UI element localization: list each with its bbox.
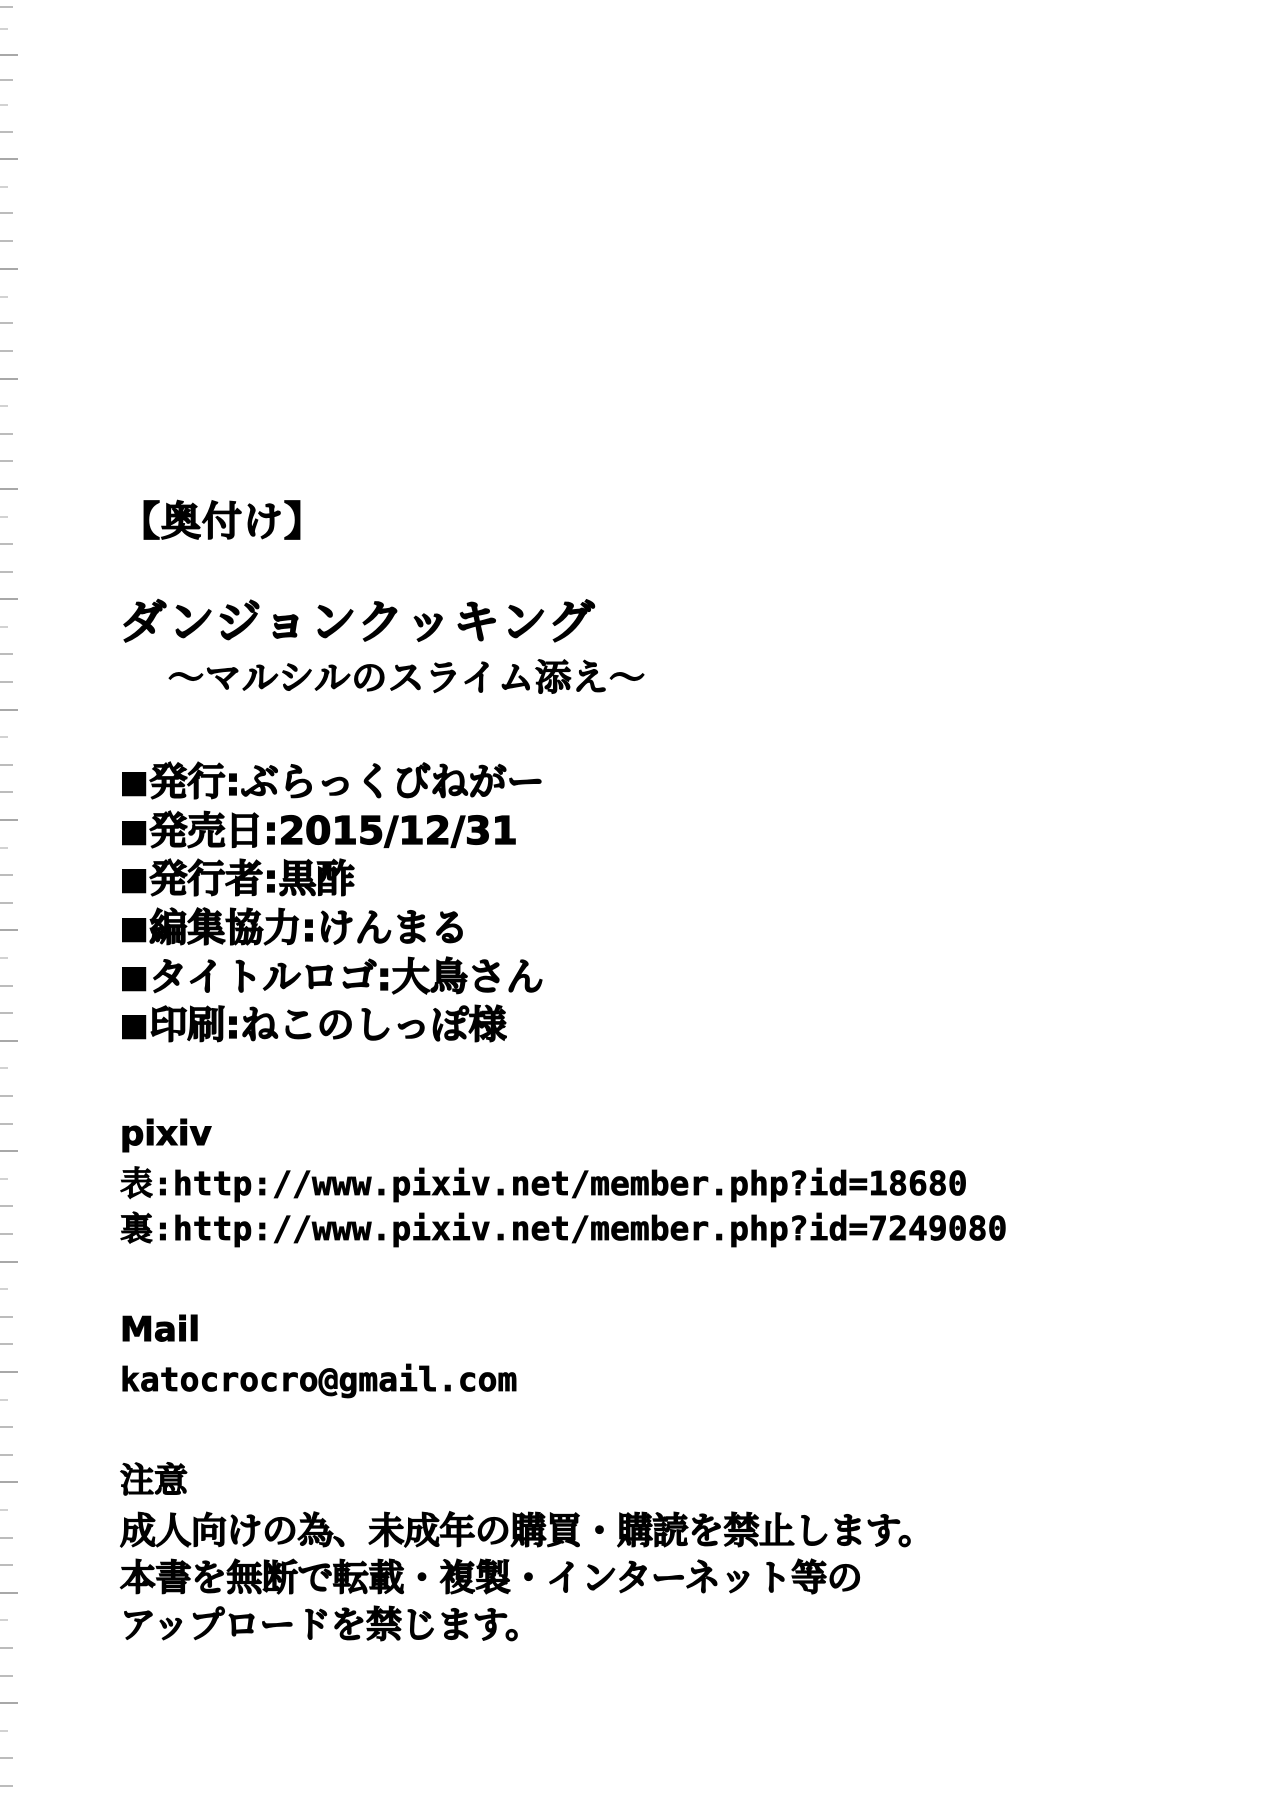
square-bullet-icon: ■ <box>120 862 149 898</box>
notice-line: アップロードを禁じます。 <box>120 1604 541 1646</box>
notice-line: 成人向けの為、未成年の購買・購読を禁止します。 <box>120 1511 934 1553</box>
credit-row: ■発売日:2015/12/31 <box>120 808 518 853</box>
credit-value: ぶらっくびねがー <box>240 760 545 805</box>
credit-value: けんまる <box>316 905 469 950</box>
title-subtitle: 〜マルシルのスライム添え〜 <box>168 657 647 699</box>
credit-value: 2015/12/31 <box>278 808 518 853</box>
credit-label: 発行 <box>149 760 226 805</box>
title-main: ダンジョンクッキング <box>120 595 597 649</box>
credit-label: 印刷 <box>149 1003 226 1048</box>
pixiv-front-url[interactable]: 表:http://www.pixiv.net/member.php?id=18680 <box>120 1164 968 1204</box>
credit-label: タイトルロゴ <box>149 954 377 999</box>
notice-line: 本書を無断で転載・複製・インターネット等の <box>120 1557 863 1599</box>
square-bullet-icon: ■ <box>120 1008 149 1044</box>
credit-value: 黒酢 <box>278 857 355 902</box>
pixiv-label: pixiv <box>120 1113 212 1154</box>
square-bullet-icon: ■ <box>120 765 149 801</box>
square-bullet-icon: ■ <box>120 910 149 946</box>
credit-row: ■編集協力:けんまる <box>120 905 469 950</box>
mail-block <box>120 1308 1180 1403</box>
pixiv-back-url[interactable]: 裏:http://www.pixiv.net/member.php?id=7249080 <box>120 1208 1008 1248</box>
credits-list <box>120 758 1180 1050</box>
credit-label: 発売日 <box>149 808 264 853</box>
credit-row: ■発行:ぶらっくびねがー <box>120 760 545 805</box>
colophon-content <box>120 500 1180 1705</box>
mail-address[interactable]: katocrocro@gmail.com <box>120 1359 518 1399</box>
credit-value: 大鳥さん <box>391 954 544 999</box>
credit-row: ■発行者:黒酢 <box>120 857 355 902</box>
credit-row: ■印刷:ねこのしっぽ様 <box>120 1003 507 1048</box>
square-bullet-icon: ■ <box>120 813 149 849</box>
scanned-edge-artifact <box>0 0 24 1806</box>
credit-label: 発行者 <box>149 857 264 902</box>
credit-value: ねこのしっぽ様 <box>240 1003 507 1048</box>
pixiv-block <box>120 1112 1180 1252</box>
credit-row: ■タイトルロゴ:大鳥さん <box>120 954 544 999</box>
credit-label: 編集協力 <box>149 905 302 950</box>
square-bullet-icon: ■ <box>120 959 149 995</box>
mail-label: Mail <box>120 1309 201 1350</box>
notice-label: 注意 <box>120 1460 188 1501</box>
notice-block <box>120 1459 1180 1650</box>
work-title <box>120 596 1180 700</box>
page-heading: 【奥付け】 <box>120 499 325 545</box>
